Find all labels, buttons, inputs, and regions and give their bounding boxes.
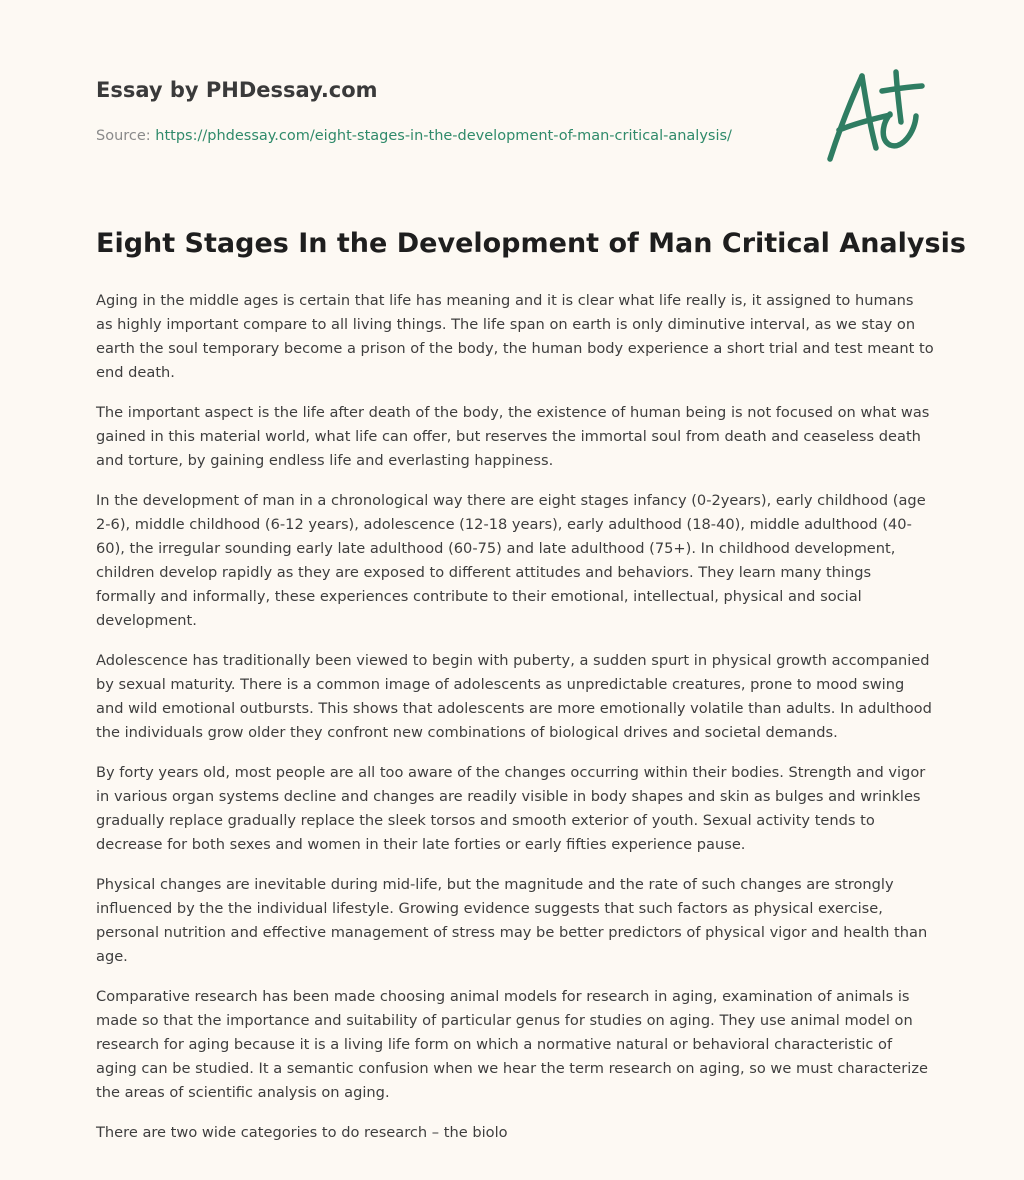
source-label: Source:	[96, 128, 151, 144]
essay-paragraph: The important aspect is the life after death of the body, the existence of human being is not focused on what was gained in this material world, what life can offer, but reserves the immortal soul from death and ceaseless death and torture, by gaining endless life and everlasting happiness.	[96, 404, 930, 469]
essay-paragraph: There are two wide categories to do research – the biolo	[96, 1124, 508, 1141]
page-header	[96, 76, 796, 146]
site-title: Essay by PHDessay.com	[96, 78, 378, 102]
essay-paragraph: Adolescence has traditionally been viewed to begin with puberty, a sudden spurt in physical growth accompanied by sexual maturity. There is a common image of adolescents as unpredictable creatures, prone to mood swing and wild emotional outbursts. This shows that adolescents are more emotionally volatile than adults. In adulthood the individuals grow older they confront new combinations of biological drives and societal demands.	[96, 652, 932, 741]
essay-title: Eight Stages In the Development of Man Critical Analysis	[96, 228, 966, 259]
essay-paragraph: Aging in the middle ages is certain that life has meaning and it is clear what life really is, it assigned to humans as highly important compare to all living things. The life span on earth is only diminutive interval, as we stay on earth the soul temporary become a prison of the body, the human body experience a short trial and test meant to end death.	[96, 292, 934, 381]
essay-paragraph: In the development of man in a chronological way there are eight stages infancy (0-2years), early childhood (age 2-6), middle childhood (6-12 years), adolescence (12-18 years), early adulthood (18-40), middle adulthood (40-60), the irregular sounding early late adulthood (60-75) and late adulthood (75+). In childhood development, children develop rapidly as they are exposed to different attitudes and behaviors. They learn many things formally and informally, these experiences contribute to their emotional, intellectual, physical and social development.	[96, 492, 926, 629]
essay-paragraph: Comparative research has been made choosing animal models for research in aging, examination of animals is made so that the importance and suitability of particular genus for studies on aging. They use animal model on research for aging because it is a living life form on which a normative natural or behavioral characteristic of aging can be studied. It a semantic confusion when we hear the term research on aging, so we must characterize the areas of scientific analysis on aging.	[96, 988, 928, 1101]
a-plus-icon	[820, 66, 930, 166]
essay-paragraph: Physical changes are inevitable during mid-life, but the magnitude and the rate of such changes are strongly influenced by the the individual lifestyle. Growing evidence suggests that such factors as physical exercise, personal nutrition and effective management of stress may be better predictors of physical vigor and health than age.	[96, 876, 928, 965]
source-line	[96, 126, 796, 146]
source-link[interactable]: https://phdessay.com/eight-stages-in-the-development-of-man-critical-analysis/	[155, 128, 732, 144]
essay-paragraph: By forty years old, most people are all too aware of the changes occurring within their bodies. Strength and vigor in various organ systems decline and changes are readily visible in body shapes and skin as bulges and wrinkles gradually replace gradually replace the sleek torsos and smooth exterior of youth. Sexual activity tends to decrease for both sexes and women in their late forties or early fifties experience pause.	[96, 764, 926, 853]
essay-content	[96, 222, 966, 1161]
